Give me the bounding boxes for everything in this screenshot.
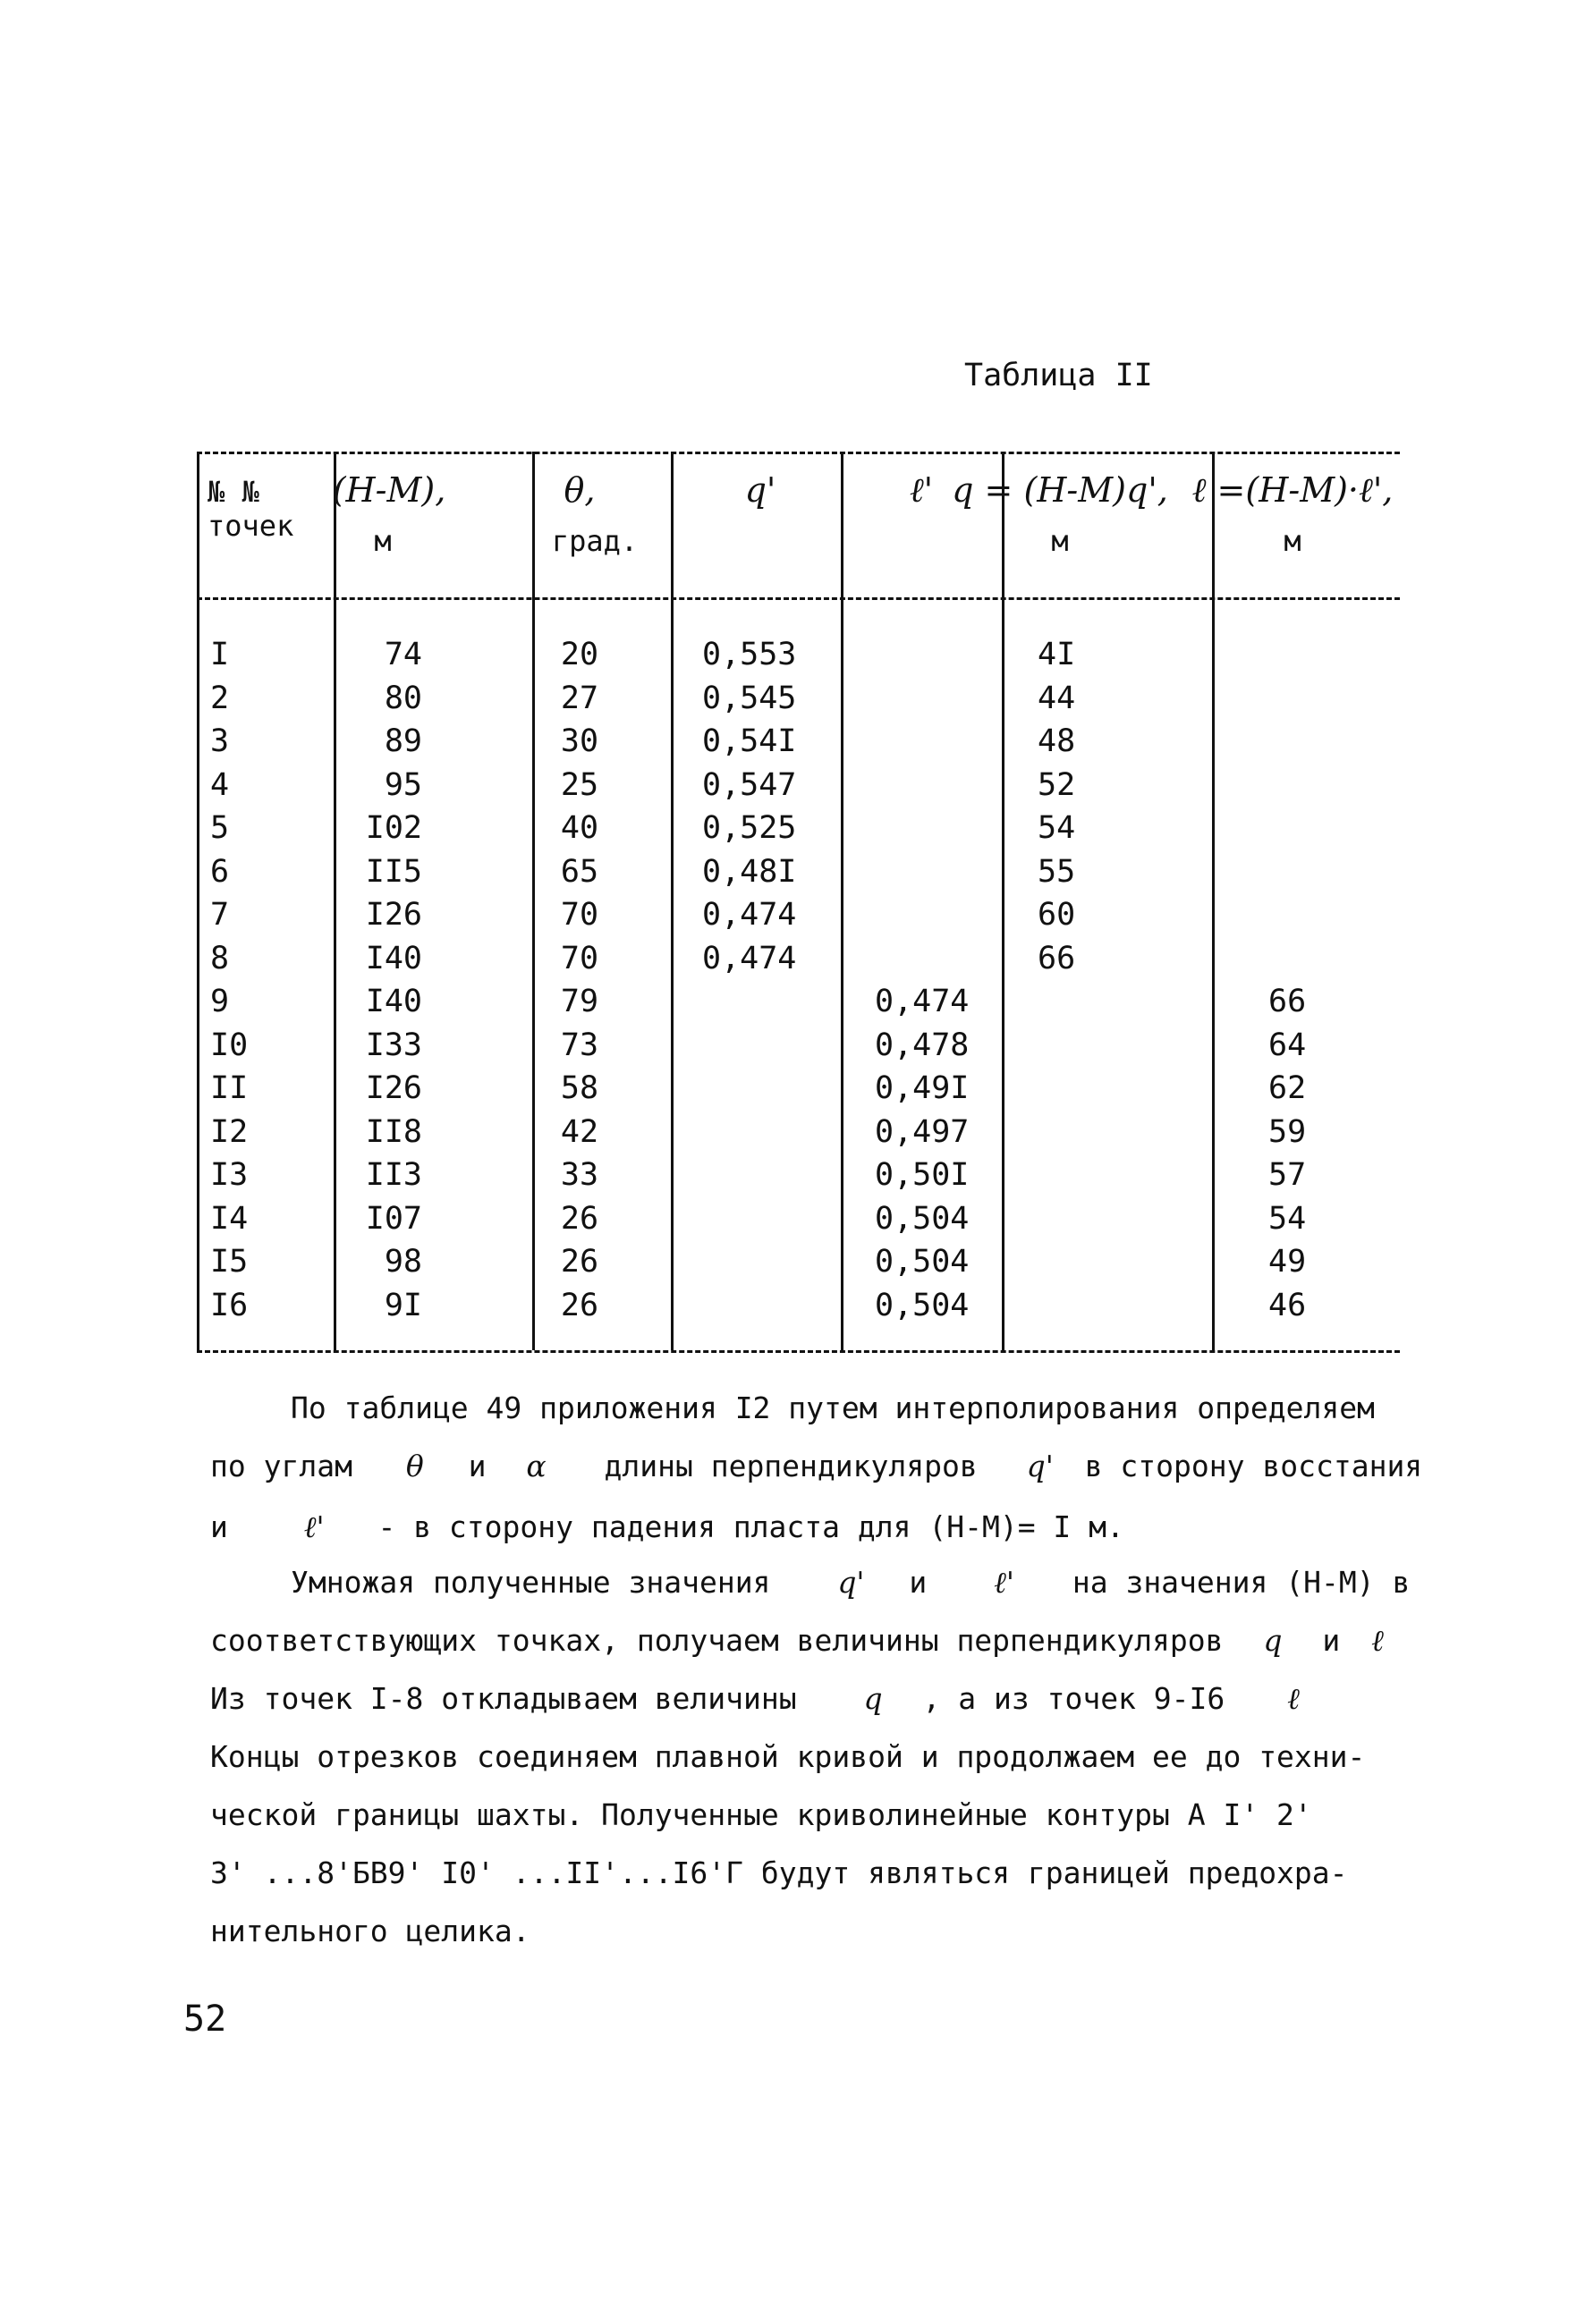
table-cell-r14-c3: 26	[560, 1200, 599, 1237]
text-fragment: длины перпендикуляров	[604, 1449, 978, 1483]
paragraph-2-line-4: Концы отрезков соединяем плавной кривой и продолжаем ее до техни-	[210, 1739, 1366, 1774]
text-fragment: - в сторону падения пласта для (Н-М)= I м.	[377, 1509, 1124, 1544]
table-cell-r2-c6: 44	[1038, 680, 1076, 716]
table-cell-r12-c2: II8	[365, 1113, 422, 1150]
table-cell-r10-c1: I0	[210, 1027, 249, 1063]
table-cell-r7-c2: I26	[365, 897, 422, 933]
column-header-5-line-2: м	[1051, 524, 1069, 558]
table-cell-r4-c6: 52	[1038, 766, 1076, 803]
table-rule-1	[197, 597, 1400, 600]
table-cell-r4-c2: 95	[384, 766, 422, 803]
column-header-2-line-2: град.	[551, 524, 639, 558]
table-column-rule-1	[334, 452, 336, 1350]
l-prime-symbol: ℓ'	[994, 1565, 1014, 1600]
column-header-6-line-1: ℓ =(Н-М)·ℓ',	[1191, 470, 1394, 510]
table-cell-r1-c3: 20	[560, 637, 599, 672]
table-cell-r9-c1: 9	[210, 984, 230, 1019]
table-cell-r10-c7: 64	[1268, 1027, 1307, 1063]
table-cell-r4-c1: 4	[210, 766, 230, 803]
table-cell-r16-c7: 46	[1268, 1287, 1307, 1323]
column-header-6-line-2: м	[1284, 524, 1301, 558]
table-column-rule-3	[671, 452, 674, 1350]
table-cell-r12-c7: 59	[1268, 1113, 1307, 1150]
paragraph-2-line-7: нительного целика.	[210, 1914, 530, 1948]
column-header-2-line-1: θ,	[564, 470, 596, 510]
paragraph-2-line-6: 3' ...8'БВ9' I0' ...II'...I6'Г будут являться границей предохра-	[210, 1855, 1348, 1890]
column-header-1-line-1: (Н-М),	[332, 470, 446, 510]
table-column-rule-5	[1002, 452, 1004, 1350]
table-cell-r3-c3: 30	[560, 723, 599, 759]
q-symbol: q	[863, 1681, 883, 1716]
table-cell-r5-c3: 40	[560, 810, 599, 846]
text-fragment: на значения (Н-М) в	[1072, 1565, 1411, 1600]
table-cell-r13-c5: 0,50I	[875, 1157, 970, 1193]
table-cell-r1-c6: 4I	[1038, 637, 1076, 672]
column-header-3-line-1: q'	[744, 470, 776, 510]
paragraph-1-line-2	[210, 1449, 1422, 1483]
table-cell-r5-c1: 5	[210, 810, 230, 846]
table-cell-r8-c2: I40	[365, 940, 422, 976]
paragraph-2-line-5: ческой границы шахты. Полученные криволинейные контуры А I' 2'	[210, 1797, 1312, 1832]
table-cell-r5-c6: 54	[1038, 810, 1076, 846]
table-cell-r2-c1: 2	[210, 680, 230, 716]
text-fragment: и	[210, 1509, 228, 1544]
theta-symbol: θ	[405, 1449, 424, 1483]
table-rule-2	[197, 1350, 1400, 1353]
l-symbol: ℓ	[1287, 1681, 1300, 1716]
text-fragment: и	[909, 1565, 928, 1600]
text-fragment: соответствующих точках, получаем величины перпендикуляров	[210, 1623, 1224, 1658]
table-cell-r16-c3: 26	[560, 1287, 599, 1323]
table-cell-r11-c7: 62	[1268, 1070, 1307, 1106]
column-header-4-line-1: ℓ'	[909, 470, 934, 510]
q-prime-symbol: q'	[837, 1565, 865, 1600]
table-cell-r6-c3: 65	[560, 853, 599, 890]
table-cell-r3-c2: 89	[384, 723, 422, 759]
paragraph-2-line-3	[210, 1681, 1300, 1717]
l-prime-symbol: ℓ'	[303, 1509, 325, 1544]
table-cell-r9-c5: 0,474	[875, 984, 970, 1019]
alpha-symbol: α	[526, 1449, 547, 1483]
table-cell-r14-c2: I07	[365, 1200, 422, 1237]
table-cell-r4-c3: 25	[560, 766, 599, 803]
table-cell-r12-c3: 42	[560, 1113, 599, 1150]
table-cell-r8-c6: 66	[1038, 940, 1076, 976]
table-cell-r5-c2: I02	[365, 810, 422, 846]
table-cell-r12-c5: 0,497	[875, 1113, 970, 1150]
table-cell-r16-c2: 9I	[384, 1287, 422, 1323]
table-column-rule-4	[841, 452, 843, 1350]
table-cell-r9-c2: I40	[365, 984, 422, 1019]
table-cell-r10-c5: 0,478	[875, 1027, 970, 1063]
table-cell-r10-c3: 73	[560, 1027, 599, 1063]
table-cell-r15-c1: I5	[210, 1244, 249, 1280]
table-cell-r3-c4: 0,54I	[702, 723, 797, 759]
text-fragment: в сторону восстания	[1084, 1449, 1423, 1483]
table-cell-r7-c6: 60	[1038, 897, 1076, 933]
table-cell-r2-c4: 0,545	[702, 680, 797, 716]
q-symbol: q	[1263, 1623, 1283, 1658]
table-cell-r13-c2: II3	[365, 1157, 422, 1193]
table-cell-r13-c3: 33	[560, 1157, 599, 1193]
table-cell-r6-c6: 55	[1038, 853, 1076, 890]
table-cell-r11-c5: 0,49I	[875, 1070, 970, 1106]
table-cell-r3-c6: 48	[1038, 723, 1076, 759]
table-cell-r11-c1: II	[210, 1070, 249, 1106]
table-cell-r13-c7: 57	[1268, 1157, 1307, 1193]
page-number: 52	[183, 1999, 227, 2040]
table-rule-0	[197, 452, 1400, 454]
table-column-rule-0	[197, 452, 199, 1350]
table-cell-r8-c4: 0,474	[702, 940, 797, 976]
table-cell-r6-c2: II5	[365, 853, 422, 890]
table-column-rule-2	[532, 452, 535, 1350]
table-cell-r1-c1: I	[210, 637, 230, 672]
table-cell-r7-c4: 0,474	[702, 897, 797, 933]
table-cell-r9-c3: 79	[560, 984, 599, 1019]
text-fragment: , а из точек 9-I6	[922, 1681, 1225, 1716]
table-cell-r2-c3: 27	[560, 680, 599, 716]
table-cell-r14-c1: I4	[210, 1200, 249, 1237]
table-cell-r15-c7: 49	[1268, 1244, 1307, 1280]
table-cell-r11-c2: I26	[365, 1070, 422, 1106]
table-cell-r15-c5: 0,504	[875, 1244, 970, 1280]
table-cell-r6-c1: 6	[210, 853, 230, 890]
text-fragment: по углам	[210, 1449, 352, 1483]
table-cell-r15-c2: 98	[384, 1244, 422, 1280]
q-prime-symbol: q'	[1026, 1449, 1054, 1483]
table-cell-r14-c5: 0,504	[875, 1200, 970, 1237]
table-cell-r7-c3: 70	[560, 897, 599, 933]
table-cell-r14-c7: 54	[1268, 1200, 1307, 1237]
paragraph-1-line-1: По таблице 49 приложения I2 путем интерполирования определяем	[291, 1390, 1375, 1425]
table-column-rule-6	[1212, 452, 1215, 1350]
table-cell-r12-c1: I2	[210, 1113, 249, 1150]
table-cell-r13-c1: I3	[210, 1157, 249, 1193]
table-cell-r8-c1: 8	[210, 940, 230, 976]
text-fragment: и	[468, 1449, 487, 1483]
table-cell-r4-c4: 0,547	[702, 766, 797, 803]
table-cell-r3-c1: 3	[210, 723, 230, 759]
table-cell-r1-c4: 0,553	[702, 637, 797, 672]
paragraph-2-line-1	[291, 1565, 1410, 1601]
text-fragment: Из точек I-8 откладываем величины	[210, 1681, 797, 1716]
column-header-points-1: № №	[208, 475, 259, 509]
column-header-1-line-2: м	[374, 524, 392, 558]
text-fragment: и	[1322, 1623, 1341, 1658]
table-cell-r8-c3: 70	[560, 940, 599, 976]
table-cell-r7-c1: 7	[210, 897, 230, 933]
table-cell-r5-c4: 0,525	[702, 810, 797, 846]
table-caption: Таблица II	[964, 358, 1153, 393]
table-cell-r16-c5: 0,504	[875, 1287, 970, 1323]
table-cell-r2-c2: 80	[384, 680, 422, 716]
paragraph-2-line-2	[210, 1623, 1384, 1659]
table-cell-r11-c3: 58	[560, 1070, 599, 1106]
table-cell-r15-c3: 26	[560, 1244, 599, 1280]
table-cell-r6-c4: 0,48I	[702, 853, 797, 890]
table-cell-r1-c2: 74	[384, 637, 422, 672]
table-cell-r9-c7: 66	[1268, 984, 1307, 1019]
paragraph-1-line-3	[210, 1509, 1124, 1545]
column-header-5-line-1: q = (Н-М)q',	[952, 470, 1168, 510]
table-cell-r10-c2: I33	[365, 1027, 422, 1063]
l-symbol: ℓ	[1371, 1623, 1384, 1658]
table-cell-r16-c1: I6	[210, 1287, 249, 1323]
column-header-points-2: точек	[208, 509, 294, 543]
text-fragment: Умножая полученные значения	[291, 1565, 771, 1600]
